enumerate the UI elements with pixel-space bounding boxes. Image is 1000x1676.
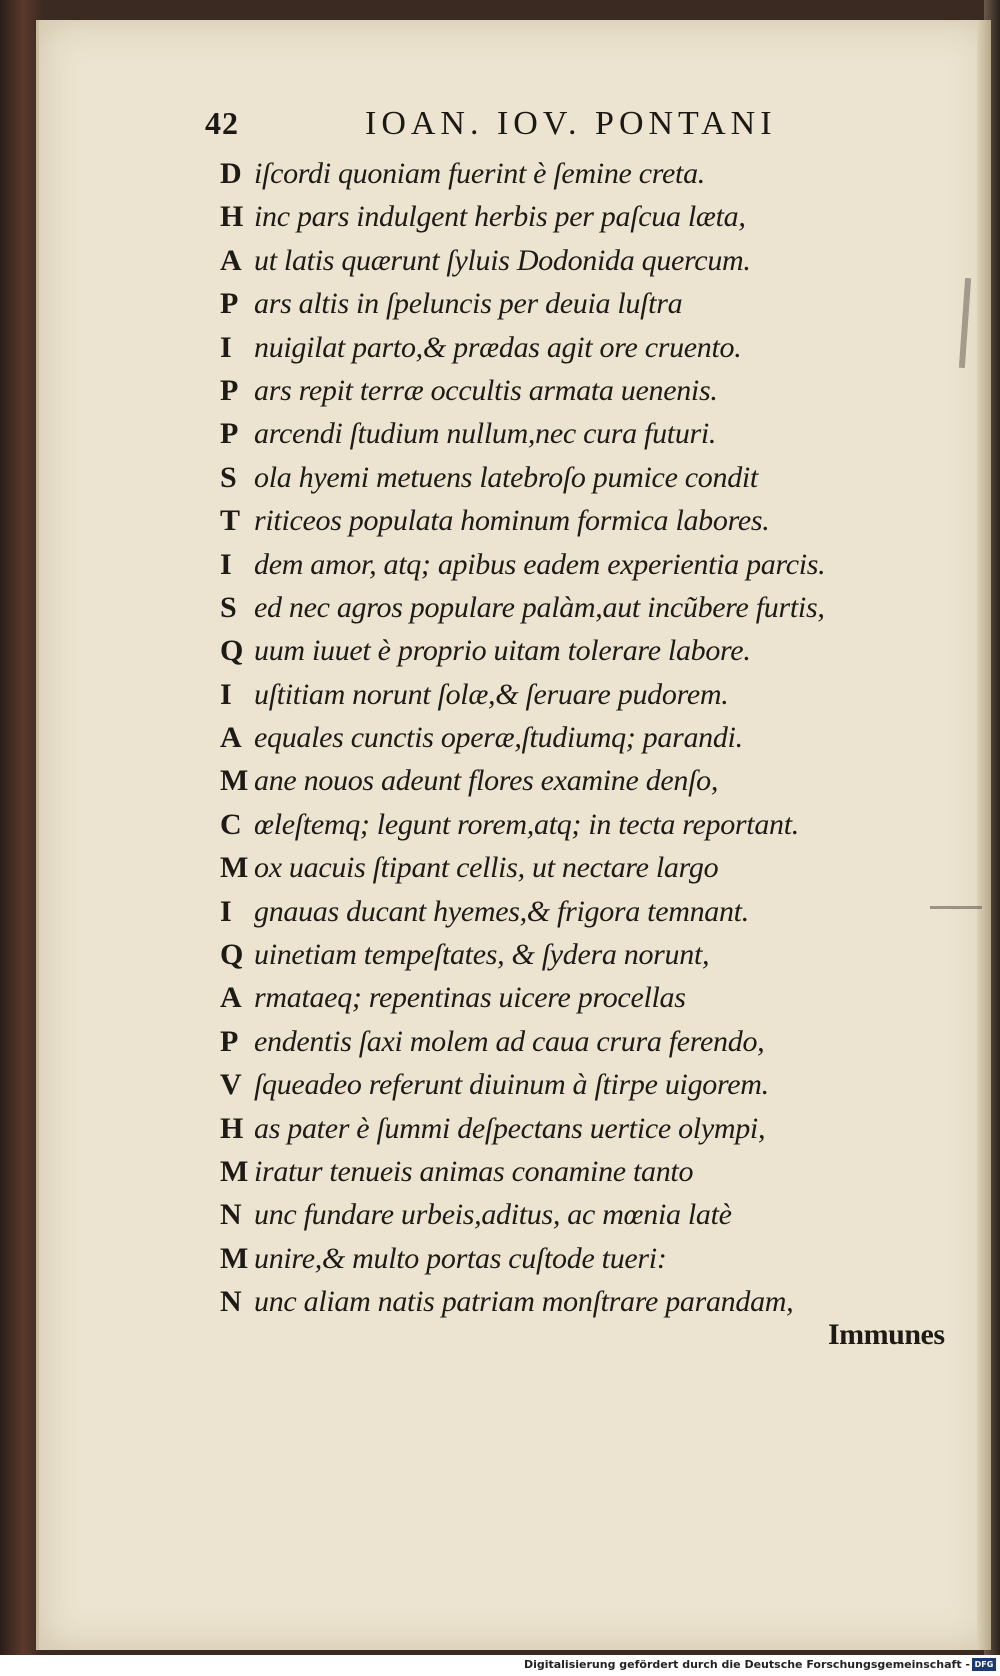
line-text: endentis ſaxi molem ad caua crura ferendo,	[254, 1024, 765, 1058]
footer-credit: Digitalisierung gefördert durch die Deutsche Forschungsgemeinschaft -	[523, 1658, 970, 1671]
line-initial: D	[220, 157, 242, 190]
line-initial: P	[220, 417, 239, 451]
line-initial: A	[220, 721, 242, 755]
line-initial: M	[220, 1241, 249, 1275]
line-initial: V	[220, 1068, 242, 1102]
verse-line	[220, 759, 970, 802]
line-initial: M	[220, 1154, 249, 1188]
line-initial: Q	[220, 634, 244, 668]
line-initial: S	[220, 460, 237, 494]
line-initial: C	[220, 807, 242, 841]
line-text: ut latis quærunt ſyluis Dodonida quercum.	[254, 243, 751, 277]
line-text: ars altis in ſpeluncis per deuia luſtra	[254, 287, 683, 321]
line-initial: H	[220, 200, 244, 234]
verse-line	[220, 1107, 970, 1150]
verse-line	[220, 412, 970, 455]
verse-line	[220, 239, 970, 282]
line-initial: Q	[220, 938, 244, 972]
line-text: uſtitiam norunt ſolæ,& ſeruare pudorem.	[254, 677, 729, 711]
page-header	[205, 105, 845, 145]
verse-text	[220, 152, 970, 1324]
line-initial: P	[220, 373, 239, 407]
verse-line	[220, 195, 970, 238]
line-text: iſcordi quoniam fuerint è ſemine creta.	[254, 157, 705, 190]
verse-line	[220, 456, 970, 499]
verse-line	[220, 629, 970, 672]
line-text: inc pars indulgent herbis per paſcua læta,	[254, 200, 746, 234]
verse-line	[220, 716, 970, 759]
verse-line	[220, 1193, 970, 1236]
line-initial: M	[220, 851, 249, 885]
line-initial: H	[220, 1111, 244, 1145]
line-text: unc fundare urbeis,aditus, ac mœnia latè	[254, 1198, 732, 1232]
catchword: Immunes	[828, 1318, 945, 1351]
footer-bar	[0, 1655, 1000, 1676]
verse-line	[220, 282, 970, 325]
line-text: riticeos populata hominum formica labores.	[254, 504, 770, 538]
line-text: iratur tenueis animas conamine tanto	[254, 1154, 694, 1188]
verse-line	[220, 976, 970, 1019]
verse-line	[220, 586, 970, 629]
verse-line	[220, 803, 970, 846]
page-edge	[977, 20, 991, 1650]
line-text: arcendi ſtudium nullum,nec cura futuri.	[254, 417, 717, 451]
running-head: IOAN. IOV. PONTANI	[365, 105, 777, 142]
verse-line	[220, 1150, 970, 1193]
line-text: œleſtemq; legunt rorem,atq; in tecta reportant.	[254, 807, 799, 841]
line-text: as pater è ſummi deſpectans uertice olympi,	[254, 1111, 766, 1145]
verse-line	[220, 1237, 970, 1280]
verse-line	[220, 499, 970, 542]
verse-line	[220, 369, 970, 412]
line-initial: I	[220, 547, 232, 581]
verse-line	[220, 846, 970, 889]
margin-mark	[930, 906, 982, 909]
verse-line	[220, 1020, 970, 1063]
line-initial: M	[220, 764, 249, 798]
verse-line	[220, 1063, 970, 1106]
line-text: ane nouos adeunt flores examine denſo,	[254, 764, 719, 798]
line-initial: A	[220, 981, 242, 1015]
line-text: uinetiam tempeſtates, & ſydera norunt,	[254, 938, 710, 972]
line-initial: T	[220, 504, 241, 538]
line-text: ſqueadeo referunt diuinum à ſtirpe uigorem.	[254, 1068, 769, 1102]
page-number: 42	[205, 105, 239, 141]
line-initial: A	[220, 243, 242, 277]
line-text: nuigilat parto,& prædas agit ore cruento.	[254, 330, 742, 364]
line-text: uum iuuet è proprio uitam tolerare labore.	[254, 634, 751, 668]
line-text: dem amor, atq; apibus eadem experientia parcis.	[254, 547, 826, 581]
line-text: ola hyemi metuens latebroſo pumice condit	[254, 460, 758, 494]
verse-line	[220, 152, 970, 195]
line-initial: I	[220, 677, 232, 711]
line-initial: S	[220, 590, 237, 624]
line-text: ox uacuis ſtipant cellis, ut nectare largo	[254, 851, 719, 885]
line-text: rmataeq; repentinas uicere procellas	[254, 981, 686, 1015]
line-text: unire,& multo portas cuſtode tueri:	[254, 1241, 667, 1275]
line-initial: I	[220, 330, 232, 364]
line-initial: P	[220, 1024, 239, 1058]
dfg-logo: DFG	[972, 1658, 996, 1671]
line-initial: N	[220, 1198, 242, 1232]
verse-line	[220, 326, 970, 369]
line-text: ars repit terræ occultis armata uenenis.	[254, 373, 718, 407]
verse-line	[220, 543, 970, 586]
line-initial: I	[220, 894, 232, 928]
line-text: unc aliam natis patriam monſtrare parandam,	[254, 1285, 794, 1319]
verse-line	[220, 890, 970, 933]
line-initial: P	[220, 287, 239, 321]
verse-line	[220, 933, 970, 976]
line-initial: N	[220, 1285, 242, 1319]
line-text: ed nec agros populare palàm,aut incũbere furtis,	[254, 590, 825, 624]
line-text: gnauas ducant hyemes,& frigora temnant.	[254, 894, 749, 928]
line-text: equales cunctis operæ,ſtudiumq; parandi.	[254, 721, 743, 755]
verse-line	[220, 673, 970, 716]
